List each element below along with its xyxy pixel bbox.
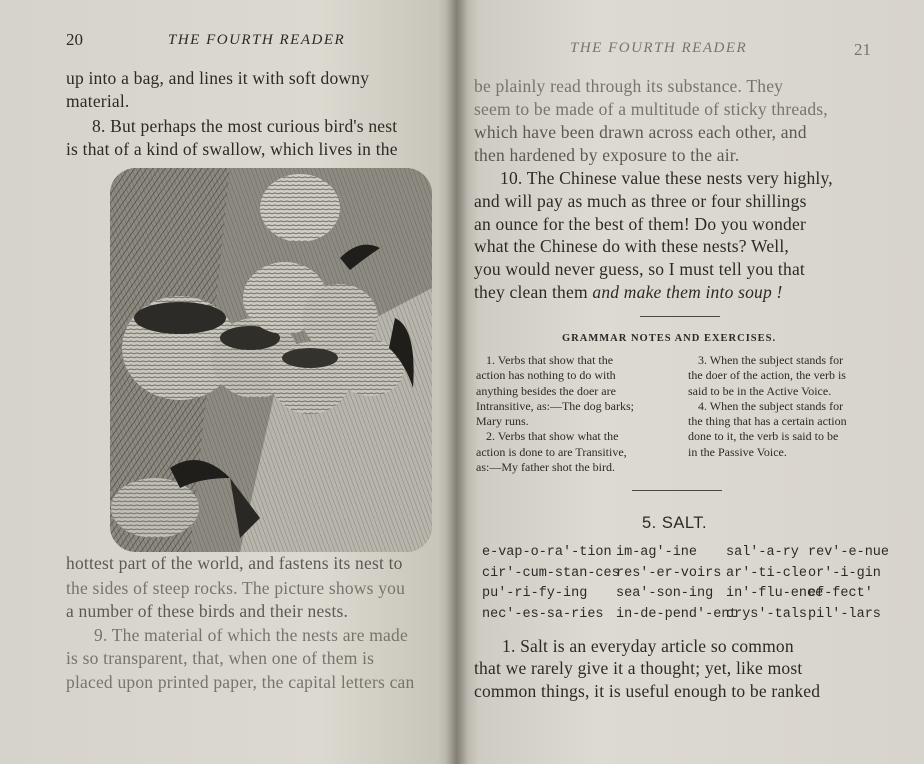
left-text-line: placed upon printed paper, the capital letters can: [66, 672, 415, 692]
grammar-line: as:—My father shot the bird.: [476, 460, 615, 475]
right-text-line: common things, it is useful enough to be ranked: [474, 681, 821, 701]
left-running-head: THE FOURTH READER: [168, 32, 346, 48]
right-text-line: [474, 282, 783, 303]
grammar-line: action is done to are Transitive,: [476, 444, 627, 459]
swallow-nests-illustration: [110, 168, 432, 552]
vocab-word: ef-fect': [808, 586, 873, 601]
grammar-title: GRAMMAR NOTES AND EXERCISES.: [562, 333, 777, 344]
vocab-word: or'-i-gin: [808, 565, 881, 581]
vocab-word: pil'-lars: [808, 606, 881, 622]
grammar-line: 3. When the subject stands for: [698, 353, 844, 367]
right-running-head: THE FOURTH READER: [570, 40, 748, 56]
right-text-line: which have been drawn across each other, and: [474, 122, 807, 142]
left-page-number: 20: [66, 30, 83, 49]
left-text-line: up into a bag, and lines it with soft downy: [66, 68, 370, 88]
left-text-line: the sides of steep rocks. The picture shows you: [66, 578, 406, 598]
left-text-line: material.: [66, 91, 130, 111]
right-text-italic: and make them into soup !: [592, 282, 783, 302]
grammar-line: the doer of the action, the verb is: [688, 368, 846, 383]
grammar-left-column: [476, 353, 634, 475]
left-text-line: a number of these birds and their nests.: [66, 601, 349, 621]
right-text-line: that we rarely give it a thought; yet, like most: [474, 658, 803, 678]
right-text-line: be plainly read through its substance. They: [474, 76, 784, 96]
grammar-line: action has nothing to do with: [476, 368, 616, 383]
right-text-plain: they clean them: [474, 282, 593, 302]
vocab-word: e-vap-o-ra'-tion: [482, 545, 612, 560]
book-gutter: [446, 0, 468, 764]
right-page: [456, 0, 924, 764]
section-divider: [632, 490, 722, 491]
vocab-word: ar'-ti-cle: [726, 565, 808, 581]
right-text-line: what the Chinese do with these nests? Well,: [474, 236, 790, 256]
right-text-line: you would never guess, so I must tell you that: [474, 259, 805, 279]
grammar-line: done to it, the verb is said to be: [688, 429, 839, 444]
lesson-title: 5. SALT.: [642, 514, 708, 532]
left-text-line: hottest part of the world, and fastens its nest to: [66, 553, 403, 573]
left-text-line: 8. But perhaps the most curious bird's nest: [92, 116, 398, 136]
left-text-line: is that of a kind of swallow, which lives in the: [66, 139, 398, 159]
right-text-line: then hardened by exposure to the air.: [474, 145, 740, 165]
grammar-line: said to be in the Active Voice.: [688, 383, 832, 398]
grammar-line: 2. Verbs that show what the: [486, 429, 619, 444]
vocab-column: [482, 545, 620, 627]
left-page: [0, 0, 456, 764]
section-divider: [640, 316, 720, 317]
vocab-word: rev'-e-nue: [808, 545, 890, 560]
grammar-right-column: [688, 353, 847, 460]
vocab-word: nec'-es-sa-ries: [482, 606, 604, 622]
grammar-line: the thing that has a certain action: [688, 414, 847, 429]
vocab-column: [616, 545, 738, 627]
grammar-line: 4. When the subject stands for: [698, 398, 844, 413]
vocab-word: pu'-ri-fy-ing: [482, 586, 588, 601]
vocab-word: crys'-tals: [726, 606, 808, 622]
right-text-line: an ounce for the best of them! Do you wonder: [474, 214, 806, 234]
vocab-word: res'-er-voirs: [616, 565, 722, 581]
vocab-word: sea'-son-ing: [616, 586, 714, 601]
grammar-line: anything besides the doer are: [476, 383, 616, 398]
vocab-word: sal'-a-ry: [726, 545, 799, 560]
grammar-line: Mary runs.: [476, 414, 529, 429]
right-page-number: 21: [854, 40, 871, 59]
right-text-line: seem to be made of a multitude of sticky threads,: [474, 99, 828, 119]
vocab-word: im-ag'-ine: [616, 545, 698, 560]
grammar-line: in the Passive Voice.: [688, 444, 787, 459]
left-text-line: 9. The material of which the nests are made: [94, 625, 408, 645]
vocab-word: in'-flu-ence: [726, 586, 824, 601]
vocab-word: cir'-cum-stan-ces: [482, 565, 620, 581]
right-text-line: and will pay as much as three or four shillings: [474, 191, 807, 211]
right-text-line: 1. Salt is an everyday article so common: [502, 636, 794, 656]
vocab-column: [808, 545, 889, 627]
right-text-line: 10. The Chinese value these nests very highly,: [500, 168, 833, 188]
grammar-line: Intransitive, as:—The dog barks;: [476, 398, 634, 413]
left-text-line: is so transparent, that, when one of them is: [66, 648, 375, 668]
grammar-line: 1. Verbs that show that the: [486, 353, 614, 367]
vocab-word: in-de-pend'-ent: [616, 606, 738, 622]
